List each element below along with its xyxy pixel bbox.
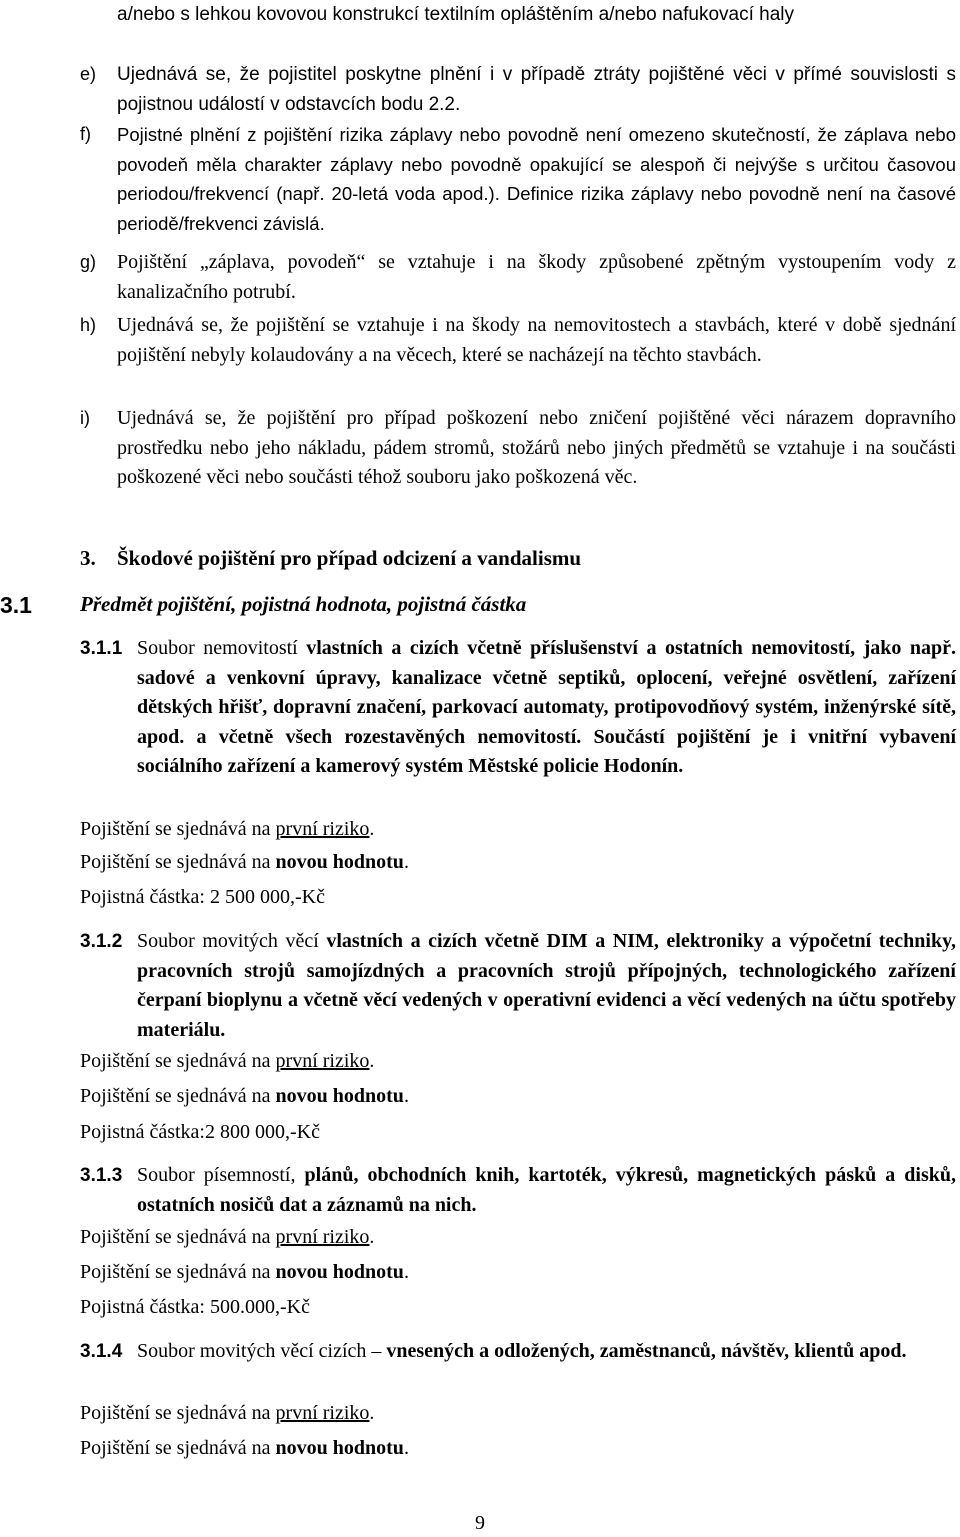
subsection-heading bbox=[0, 592, 960, 622]
subsubsection-lead: Soubor movitých věcí cizích – bbox=[137, 1340, 387, 1362]
list-marker: h) bbox=[80, 315, 97, 335]
subsubsection-3-1-1 bbox=[80, 634, 956, 782]
value-basis: novou hodnotu bbox=[275, 1437, 404, 1459]
list-marker: i) bbox=[80, 408, 90, 428]
risk-line: Pojištění se sjednává na první riziko. bbox=[80, 1050, 375, 1072]
risk-value: první riziko bbox=[275, 818, 370, 840]
list-marker: e) bbox=[80, 64, 97, 84]
section-title: Škodové pojištění pro případ odcizení a vandalismu bbox=[117, 546, 582, 570]
sum-insured: Pojistná částka: 500.000,-Kč bbox=[80, 1296, 310, 1318]
subsubsection-3-1-3 bbox=[80, 1161, 956, 1220]
value-line: Pojištění se sjednává na novou hodnotu. bbox=[80, 1085, 409, 1107]
intro-continuation: a/nebo s lehkou kovovou konstrukcí textilním opláštěním a/nebo nafukovací haly bbox=[117, 4, 795, 25]
subsubsection-lead: Soubor písemností, bbox=[137, 1164, 305, 1186]
value-basis: novou hodnotu bbox=[275, 1085, 404, 1107]
subsubsection-number: 3.1.2 bbox=[80, 931, 123, 952]
value-line: Pojištění se sjednává na novou hodnotu. bbox=[80, 1261, 409, 1283]
subsubsection-number: 3.1.3 bbox=[80, 1165, 123, 1186]
list-item-e bbox=[80, 60, 956, 119]
page-number: 9 bbox=[475, 1512, 485, 1534]
value-basis: novou hodnotu bbox=[275, 1261, 404, 1283]
subsubsection-lead: Soubor movitých věcí bbox=[137, 930, 327, 952]
list-item-text: Ujednává se, že pojištění se vztahuje i na škody na nemovitostech a stavbách, které v době sjednání pojištění nebyly kolaudovány a na věcech, které se nacházejí na těchto stavbách. bbox=[117, 314, 956, 366]
subsection-number: 3.1 bbox=[0, 592, 32, 618]
sum-insured: Pojistná částka:2 800 000,-Kč bbox=[80, 1121, 320, 1143]
list-item-f bbox=[80, 120, 956, 238]
list-marker: f) bbox=[80, 124, 91, 144]
value-line: Pojištění se sjednává na novou hodnotu. bbox=[80, 1437, 409, 1459]
subsubsection-number: 3.1.4 bbox=[80, 1341, 123, 1362]
risk-value: první riziko bbox=[275, 1050, 370, 1072]
list-marker: g) bbox=[80, 252, 97, 272]
list-item-h bbox=[80, 311, 956, 370]
list-item-text: Ujednává se, že pojištění pro případ poškození nebo zničení pojištěné věci nárazem dopravního prostředku nebo jeho nákladu, pádem stromů, stožárů nebo jiných předmětů se vztahuje i na součásti poškozené věci nebo součásti téhož souboru jako poškozená věc. bbox=[117, 407, 956, 488]
list-item-text: Pojištění „záplava, povodeň“ se vztahuje i na škody způsobené zpětným vystoupením vody z kanalizačního potrubí. bbox=[117, 251, 956, 303]
risk-value: první riziko bbox=[275, 1226, 370, 1248]
subsubsection-lead: Soubor nemovitostí bbox=[137, 637, 307, 659]
list-item-g bbox=[80, 248, 956, 307]
subsubsection-number: 3.1.1 bbox=[80, 638, 123, 659]
risk-value: první riziko bbox=[275, 1402, 370, 1424]
risk-line: Pojištění se sjednává na první riziko. bbox=[80, 1226, 375, 1248]
section-heading bbox=[80, 546, 581, 571]
value-line: Pojištění se sjednává na novou hodnotu. bbox=[80, 851, 409, 873]
risk-line: Pojištění se sjednává na první riziko. bbox=[80, 818, 375, 840]
subsubsection-bold-text: plánů, obchodních knih, kartoték, výkresů, magnetických pásků a disků, ostatních nosičů dat a záznamů na nich. bbox=[137, 1164, 956, 1216]
subsubsection-bold-text: vlastních a cizích včetně DIM a NIM, elektroniky a výpočetní techniky, pracovních strojů samojízdných a pracovních strojů přípojných, technologického zařízení čerpaní bioplynu a včetně věcí vedených v operativní evidenci a věcí vedených na účtu spotřeby materiálu. bbox=[137, 930, 956, 1041]
list-item-text: Ujednává se, že pojistitel poskytne plnění i v případě ztráty pojištěné věci v přímé souvislosti s pojistnou událostí v odstavcích bodu 2.2. bbox=[117, 64, 956, 115]
risk-line: Pojištění se sjednává na první riziko. bbox=[80, 1402, 375, 1424]
list-item-text: Pojistné plnění z pojištění rizika záplavy nebo povodně není omezeno skutečností, že záplava nebo povodeň měla charakter záplavy nebo povodně opakující se alespoň či nejvýše s určitou časovou periodou/frekvencí (např. 20-letá voda apod.). Definice rizika záplavy nebo povodně není na časové periodě/frekvenci závislá. bbox=[117, 124, 956, 234]
subsection-title: Předmět pojištění, pojistná hodnota, pojistná částka bbox=[80, 592, 527, 616]
list-item-i bbox=[80, 404, 956, 493]
subsubsection-3-1-2 bbox=[80, 927, 956, 1045]
value-basis: novou hodnotu bbox=[275, 851, 404, 873]
subsubsection-bold-text: vnesených a odložených, zaměstnanců, návštěv, klientů apod. bbox=[386, 1340, 907, 1362]
subsubsection-bold-text: vlastních a cizích včetně příslušenství a ostatních nemovitostí, jako např. sadové a venkovní úpravy, kanalizace včetně septiků, oplocení, veřejné osvětlení, zařízení dětských hřišť, dopravní značení, parkovací automaty, protipovodňový systém, inženýrské sítě, apod. a včetně všech rozestavěných nemovitostí. Součástí pojištění je i vnitřní vybavení sociálního zařízení a kamerový systém Městské policie Hodonín. bbox=[137, 637, 956, 777]
section-number: 3. bbox=[80, 546, 96, 570]
sum-insured: Pojistná částka: 2 500 000,-Kč bbox=[80, 886, 325, 908]
subsubsection-3-1-4 bbox=[80, 1337, 956, 1367]
